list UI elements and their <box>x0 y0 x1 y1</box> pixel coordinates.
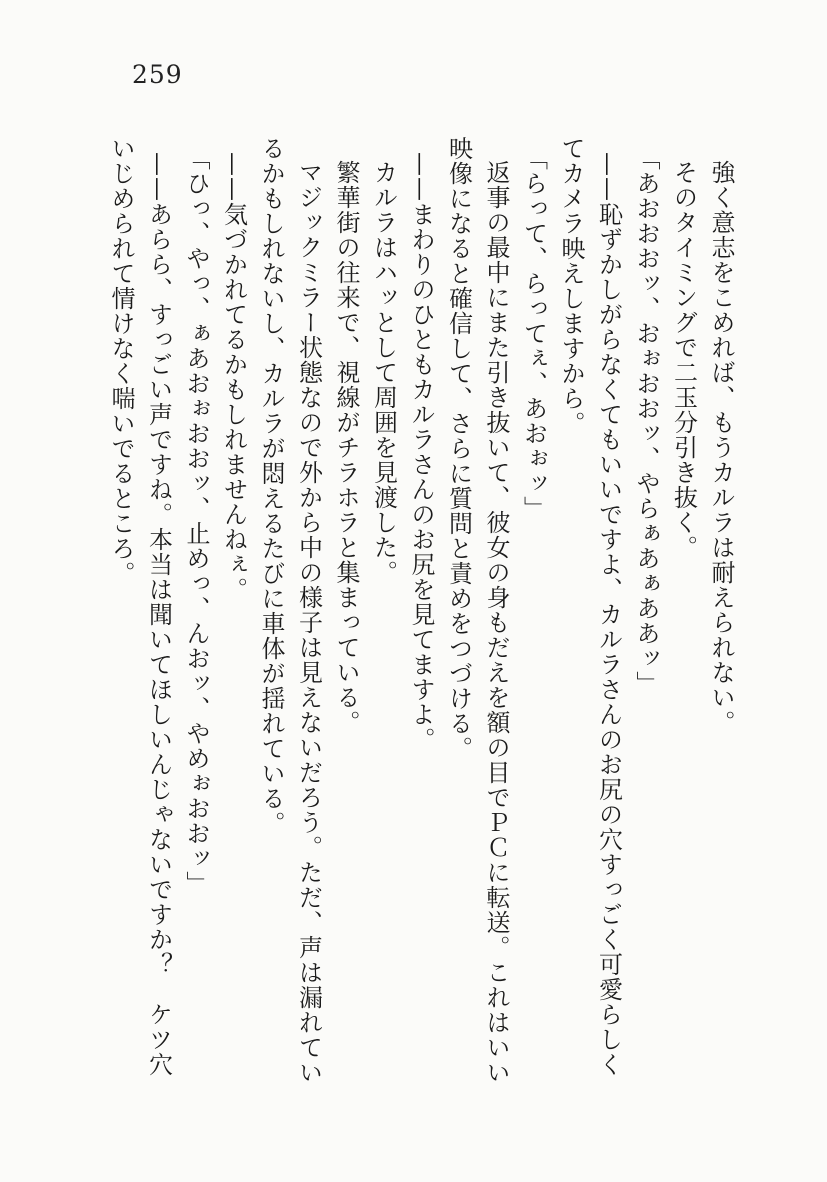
text-column: 「ひっ、やっ、ぁあおぉおおッ、止めっ、んおッ、やめぉおおッ」 <box>182 145 210 896</box>
text-column: 返事の最中にまた引き抜いて、彼女の身もだえを額の目でＰＣに転送。これはいい <box>482 160 510 1085</box>
text-column: ——気づかれてるかもしれませんねぇ。 <box>219 151 248 602</box>
text-column: そのタイミングで二玉分引き抜く。 <box>669 160 698 560</box>
text-column: ——あらら、すっごい声ですね。本当は聞いてほしいんじゃないですか？ ケツ穴 <box>144 151 173 1077</box>
text-column: 「あおおおッ、おぉおおッ、やらぁあぁああッ」 <box>632 145 660 696</box>
text-column: 強く意志をこめれば、もうカルラは耐えられない。 <box>707 160 735 735</box>
text-column: カルラはハッとして周囲を見渡した。 <box>369 160 398 585</box>
text-column: 「らって、らってぇ、あおぉッ」 <box>519 145 548 521</box>
text-column: るかもしれないし、カルラが悶えるたびに車体が揺れている。 <box>257 136 285 836</box>
page-number: 259 <box>132 60 183 89</box>
text-column: てカメラ映えしますから。 <box>557 136 585 436</box>
text-column: 繁華街の往来で、視線がチラホラと集まっている。 <box>332 160 360 735</box>
text-column: マジックミラー状態なので外から中の様子は見えないだろう。ただ、声は漏れてい <box>294 160 323 1085</box>
text-block <box>102 136 740 1106</box>
text-column: ——恥ずかしがらなくてもいいですよ、カルラさんのお尻の穴すっごく可愛らしく <box>594 151 623 1077</box>
text-column: いじめられて情けなく喘いでるところ。 <box>107 136 135 586</box>
text-column: ——まわりのひともカルラさんのお尻を見てますよ。 <box>407 151 435 752</box>
text-column: 映像になると確信して、さらに質問と責めをつづける。 <box>444 136 473 761</box>
